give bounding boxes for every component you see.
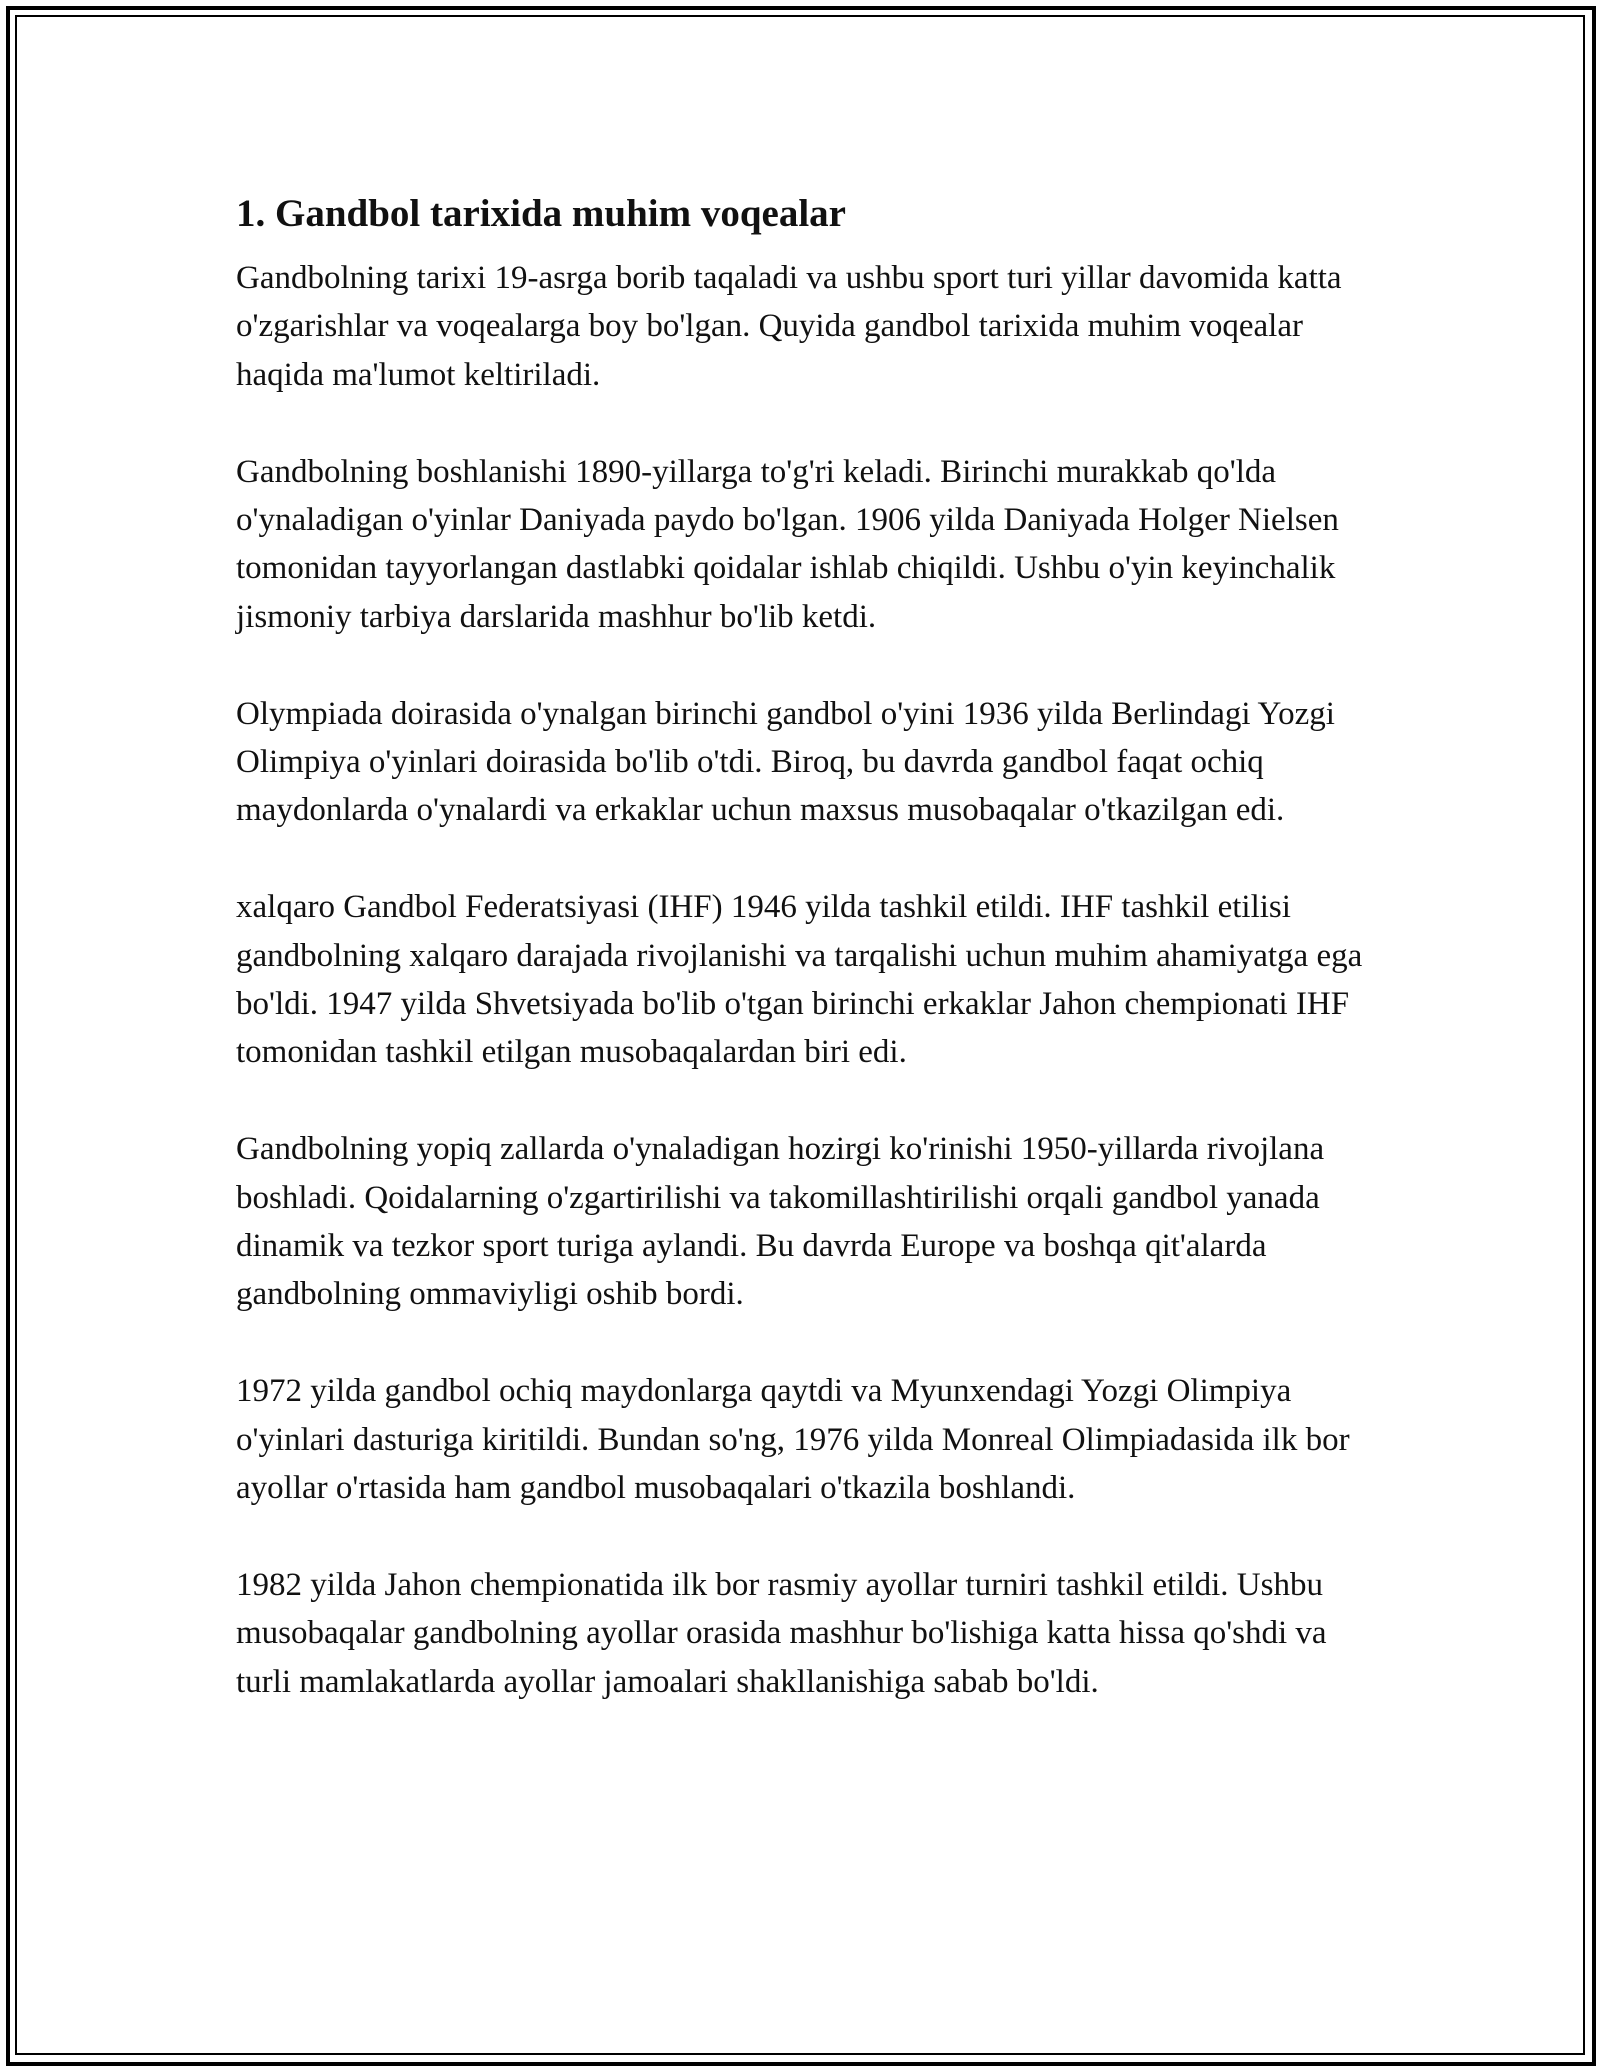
section-heading: 1. Gandbol tarixida muhim voqealar: [236, 192, 846, 235]
paragraph-indoor-era: Gandbolning yopiq zallarda o'ynaladigan hozirgi ko'rinishi 1950-yillarda rivojlana boshladi. Qoidalarning o'zgartirilishi va takomillashtirilishi orqali gandbol yanada dinamik va tezkor sport turiga aylandi. Bu davrda Europe va boshqa qit'alarda gandbolning ommaviyligi oshib bordi.: [236, 1131, 1325, 1313]
document-body: [236, 182, 1386, 1754]
paragraph-olympics-1972: 1972 yilda gandbol ochiq maydonlarga qaytdi va Myunxendagi Yozgi Olimpiya o'yinlari dasturiga kiritildi. Bundan so'ng, 1976 yilda Monreal Olimpiadasida ilk bor ayollar o'rtasida ham gandbol musobaqalari o'tkazila boshlandi.: [236, 1373, 1350, 1507]
paragraph-ihf-founding: xalqaro Gandbol Federatsiyasi (IHF) 1946 yilda tashkil etildi. IHF tashkil etilisi gandbolning xalqaro darajada rivojlanishi va tarqalishi uchun muhim ahamiyatga ega bo'ldi. 1947 yilda Shvetsiyada bo'lib o'tgan birinchi erkaklar Jahon chempionati IHF tomonidan tashkil etilgan musobaqalardan biri edi.: [236, 889, 1363, 1071]
paragraph-origins: Gandbolning boshlanishi 1890-yillarga to'g'ri keladi. Birinchi murakkab qo'lda o'ynaladigan o'yinlar Daniyada paydo bo'lgan. 1906 yilda Daniyada Holger Nielsen tomonidan tayyorlangan dastlabki qoidalar ishlab chiqildi. Ushbu o'yin keyinchalik jismoniy tarbiya darslarida mashhur bo'lib ketdi.: [236, 453, 1339, 635]
paragraph-intro: Gandbolning tarixi 19-asrga borib taqaladi va ushbu sport turi yillar davomida katta o'zgarishlar va voqealarga boy bo'lgan. Quyida gandbol tarixida muhim voqealar haqida ma'lumot keltiriladi.: [236, 260, 1342, 393]
paragraph-womens-championship: 1982 yilda Jahon chempionatida ilk bor rasmiy ayollar turniri tashkil etildi. Ushbu musobaqalar gandbolning ayollar orasida mashhur bo'lishiga katta hissa qo'shdi va turli mamlakatlarda ayollar jamoalari shakllanishiga sabab bo'ldi.: [236, 1566, 1327, 1700]
paragraph-olympics-1936: Olympiada doirasida o'ynalgan birinchi gandbol o'yini 1936 yilda Berlindagi Yozgi Olimpiya o'yinlari doirasida bo'lib o'tdi. Biroq, bu davrda gandbol faqat ochiq maydonlarda o'ynalardi va erkaklar uchun maxsus musobaqalar o'tkazilgan edi.: [236, 695, 1335, 829]
